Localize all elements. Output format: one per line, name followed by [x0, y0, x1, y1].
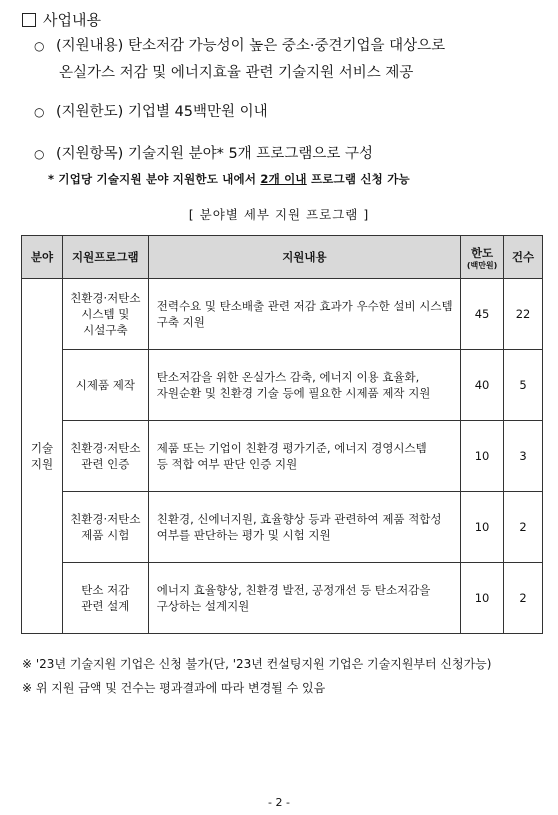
item-text-continued: 온실가스 저감 및 에너지효율 관련 기술지원 서비스 제공 — [59, 65, 414, 81]
program-content: 친환경, 신에너지원, 효율향상 등과 관련하여 제품 적합성 여부를 판단하는 평가 및 시험 지원 — [148, 492, 460, 563]
footnote-eligibility: ※ '23년 기술지원 기업은 신청 불가(단, '23년 컨설팅지원 기업은 기술지원부터 신청가능) — [22, 657, 492, 671]
footnote-amount-change: ※ 위 지원 금액 및 건수는 평과결과에 따라 변경될 수 있음 — [22, 681, 326, 695]
table-row — [22, 421, 543, 492]
program-content: 제품 또는 기업이 친환경 평가기준, 에너지 경영시스템 등 적합 여부 판단 인증 지원 — [148, 421, 460, 492]
table-row — [22, 563, 543, 634]
circle-bullet-icon: ○ — [34, 147, 45, 161]
header-program: 지원프로그램 — [62, 236, 148, 279]
program-count: 3 — [504, 421, 543, 492]
program-count: 2 — [504, 563, 543, 634]
header-content: 지원내용 — [148, 236, 460, 279]
list-item-support-content — [34, 33, 445, 87]
item-text: (지원내용) 탄소저감 가능성이 높은 중소·중견기업을 대상으로 — [56, 38, 446, 54]
circle-bullet-icon: ○ — [34, 105, 45, 119]
program-limit: 10 — [461, 421, 504, 492]
item-text: (지원한도) 기업별 45백만원 이내 — [56, 104, 268, 120]
header-limit-unit: (백만원) — [466, 260, 498, 270]
program-name: 시제품 제작 — [62, 350, 148, 421]
program-limit: 40 — [461, 350, 504, 421]
page-number: - 2 - — [268, 796, 290, 809]
application-note: * 기업당 기술지원 분야 지원한도 내에서 2개 이내 프로그램 신청 가능 — [48, 172, 410, 186]
header-limit: 한도 (백만원) — [461, 236, 504, 279]
program-table — [21, 235, 543, 634]
note-emphasis: 2개 이내 — [260, 172, 307, 186]
program-limit: 45 — [461, 279, 504, 350]
square-bullet-icon — [22, 13, 36, 27]
program-limit: 10 — [461, 563, 504, 634]
program-name: 탄소 저감 관련 설계 — [62, 563, 148, 634]
table-row — [22, 492, 543, 563]
table-row — [22, 279, 543, 350]
section-heading — [22, 9, 101, 30]
program-content: 에너지 효율향상, 친환경 발전, 공정개선 등 탄소저감을 구상하는 설계지원 — [148, 563, 460, 634]
program-count: 5 — [504, 350, 543, 421]
program-content: 탄소저감을 위한 온실가스 감축, 에너지 이용 효율화, 자원순환 및 친환경 기술 등에 필요한 시제품 제작 지원 — [148, 350, 460, 421]
list-item-support-items — [34, 141, 373, 168]
section-title: 사업내용 — [43, 11, 101, 29]
header-field: 분야 — [22, 236, 63, 279]
program-name: 친환경·저탄소 제품 시험 — [62, 492, 148, 563]
table-header-row — [22, 236, 543, 279]
program-count: 22 — [504, 279, 543, 350]
field-cell: 기술 지원 — [22, 279, 63, 634]
program-limit: 10 — [461, 492, 504, 563]
program-name: 친환경·저탄소 관련 인증 — [62, 421, 148, 492]
program-content: 전력수요 및 탄소배출 관련 저감 효과가 우수한 설비 시스템 구축 지원 — [148, 279, 460, 350]
header-count: 건수 — [504, 236, 543, 279]
program-count: 2 — [504, 492, 543, 563]
table-caption: [ 분야별 세부 지원 프로그램 ] — [188, 207, 370, 222]
program-name: 친환경·저탄소 시스템 및 시설구축 — [62, 279, 148, 350]
table-row — [22, 350, 543, 421]
circle-bullet-icon: ○ — [34, 39, 45, 53]
list-item-support-limit — [34, 99, 268, 126]
item-text: (지원항목) 기술지원 분야* 5개 프로그램으로 구성 — [56, 146, 373, 162]
